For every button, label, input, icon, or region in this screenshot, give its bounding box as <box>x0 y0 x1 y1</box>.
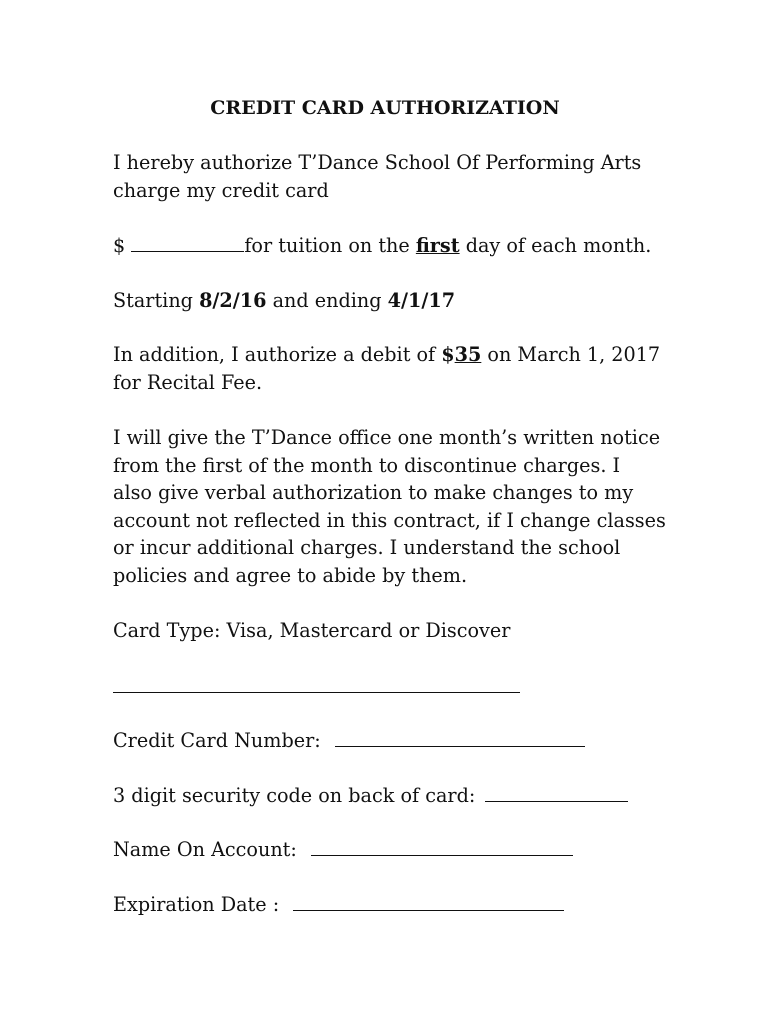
period-line <box>113 287 673 315</box>
tuition-text-before: for tuition on the <box>244 234 416 257</box>
ending-label: and ending <box>266 289 388 312</box>
name-on-account-label: Name On Account: <box>113 838 297 861</box>
tuition-amount-blank[interactable] <box>131 233 244 252</box>
tuition-currency: $ <box>113 234 126 257</box>
start-date: 8/2/16 <box>199 289 267 312</box>
notice-line-2: from the first of the month to discontinue charges. I <box>113 453 621 477</box>
card-number-label: Credit Card Number: <box>113 729 321 752</box>
notice-line-3: also give verbal authorization to make changes to my <box>113 481 634 504</box>
card-number-blank[interactable] <box>335 728 585 747</box>
notice-line-6: policies and agree to abide by them. <box>113 563 468 587</box>
notice-line-1: I will give the T’Dance office one month’s written notice <box>113 426 661 449</box>
recital-line-2: for Recital Fee. <box>113 370 263 394</box>
recital-amount: 35 <box>454 343 482 366</box>
tuition-text-after: day of each month. <box>459 234 652 257</box>
card-type-label: Card Type: Visa, Mastercard or Discover <box>113 619 511 642</box>
card-type-blank[interactable] <box>113 692 520 693</box>
intro-line-2: charge my credit card <box>113 178 329 202</box>
security-code-blank[interactable] <box>485 783 628 802</box>
intro-line-1: I hereby authorize T’Dance School Of Performing Arts <box>113 151 642 174</box>
recital-text-after: on March 1, 2017 <box>481 343 661 366</box>
notice-line-5: or incur additional charges. I understand the school <box>113 536 621 559</box>
security-code-label: 3 digit security code on back of card: <box>113 784 476 807</box>
recital-paragraph <box>113 341 673 396</box>
tuition-emphasis: first <box>415 234 460 257</box>
card-number-row <box>113 727 673 755</box>
expiration-date-blank[interactable] <box>293 892 564 911</box>
page-title: CREDIT CARD AUTHORIZATION <box>210 97 560 119</box>
recital-text-before: In addition, I authorize a debit of <box>113 343 442 366</box>
name-on-account-row <box>113 836 673 864</box>
end-date: 4/1/17 <box>387 289 456 312</box>
tuition-line <box>113 232 673 260</box>
expiration-date-label: Expiration Date : <box>113 893 280 916</box>
security-code-row <box>113 782 673 810</box>
recital-amount-prefix: $ <box>441 343 455 366</box>
recital-line-1 <box>113 341 673 369</box>
notice-line-4: account not reflected in this contract, if I change classes <box>113 508 666 532</box>
notice-paragraph <box>113 424 673 589</box>
name-on-account-blank[interactable] <box>311 837 573 856</box>
intro-paragraph <box>113 149 673 204</box>
starting-label: Starting <box>113 289 200 312</box>
expiration-date-row <box>113 891 673 919</box>
